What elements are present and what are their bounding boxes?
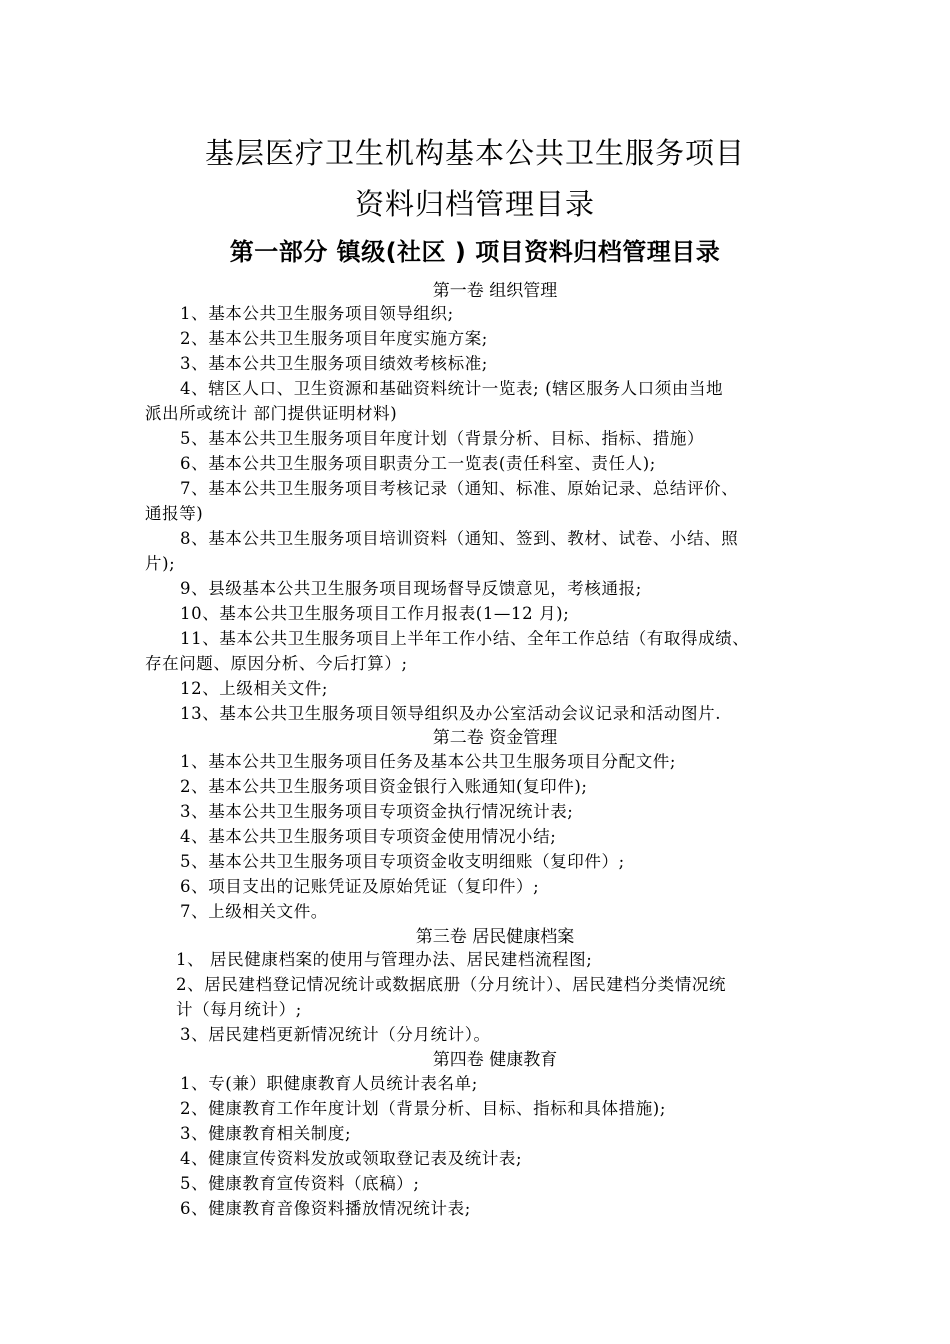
list-item: 5、基本公共卫生服务项目年度计划（背景分析、目标、指标、措施） xyxy=(180,429,705,448)
list-item-continuation: 通报等) xyxy=(145,504,204,523)
list-item: 10、基本公共卫生服务项目工作月报表(1—12 月); xyxy=(180,604,570,623)
list-item: 4、基本公共卫生服务项目专项资金使用情况小结; xyxy=(180,827,557,846)
list-item: 2、居民建档登记情况统计或数据底册（分月统计）、居民建档分类情况统 xyxy=(176,975,727,994)
list-item: 3、基本公共卫生服务项目专项资金执行情况统计表; xyxy=(180,802,574,821)
list-item: 7、上级相关文件。 xyxy=(180,902,328,921)
list-item-continuation: 片); xyxy=(145,554,176,573)
document-title-line1: 基层医疗卫生机构基本公共卫生服务项目 xyxy=(204,136,745,170)
list-item-continuation: 计（每月统计）; xyxy=(176,1000,302,1019)
list-item: 7、基本公共卫生服务项目考核记录（通知、标准、原始记录、总结评价、 xyxy=(180,479,739,498)
list-item-continuation: 存在问题、原因分析、今后打算）; xyxy=(145,654,408,673)
list-item: 9、县级基本公共卫生服务项目现场督导反馈意见，考核通报; xyxy=(180,579,642,598)
list-item: 4、健康宣传资料发放或领取登记表及统计表; xyxy=(180,1149,523,1168)
list-item: 5、健康教育宣传资料（底稿）; xyxy=(180,1174,420,1193)
document-title-line2: 资料归档管理目录 xyxy=(354,187,595,221)
list-item: 6、基本公共卫生服务项目职责分工一览表(责任科室、责任人); xyxy=(180,454,656,473)
list-item: 1、基本公共卫生服务项目领导组织; xyxy=(180,304,454,323)
list-item: 4、辖区人口、卫生资源和基础资料统计一览表; (辖区服务人口须由当地 xyxy=(180,379,724,398)
list-item: 6、健康教育音像资料播放情况统计表; xyxy=(180,1199,471,1218)
list-item: 11、基本公共卫生服务项目上半年工作小结、全年工作总结（有取得成绩、 xyxy=(180,629,750,648)
volume-heading: 第三卷 居民健康档案 xyxy=(415,927,575,947)
volume-heading: 第四卷 健康教育 xyxy=(432,1050,558,1070)
list-item: 1、 居民健康档案的使用与管理办法、居民建档流程图; xyxy=(176,950,593,969)
list-item: 3、健康教育相关制度; xyxy=(180,1124,352,1143)
list-item: 13、基本公共卫生服务项目领导组织及办公室活动会议记录和活动图片. xyxy=(180,704,722,723)
list-item: 6、项目支出的记账凭证及原始凭证（复印件）; xyxy=(180,877,540,896)
list-item: 1、基本公共卫生服务项目任务及基本公共卫生服务项目分配文件; xyxy=(180,752,677,771)
list-item: 3、基本公共卫生服务项目绩效考核标准; xyxy=(180,354,488,373)
part-title: 第一部分 镇级(社区 ) 项目资料归档管理目录 xyxy=(229,238,721,266)
list-item: 8、基本公共卫生服务项目培训资料（通知、签到、教材、试卷、小结、照 xyxy=(180,529,739,548)
list-item: 12、上级相关文件; xyxy=(180,679,329,698)
list-item: 5、基本公共卫生服务项目专项资金收支明细账（复印件）; xyxy=(180,852,625,871)
list-item: 3、居民建档更新情况统计（分月统计）。 xyxy=(180,1025,491,1044)
volume-heading: 第一卷 组织管理 xyxy=(432,281,558,301)
list-item: 2、健康教育工作年度计划（背景分析、目标、指标和具体措施); xyxy=(180,1099,666,1118)
list-item: 2、基本公共卫生服务项目年度实施方案; xyxy=(180,329,488,348)
list-item: 1、专(兼）职健康教育人员统计表名单; xyxy=(180,1074,478,1093)
list-item-continuation: 派出所或统计 部门提供证明材料) xyxy=(145,404,398,423)
list-item: 2、基本公共卫生服务项目资金银行入账通知(复印件); xyxy=(180,777,588,796)
volume-heading: 第二卷 资金管理 xyxy=(432,728,558,748)
